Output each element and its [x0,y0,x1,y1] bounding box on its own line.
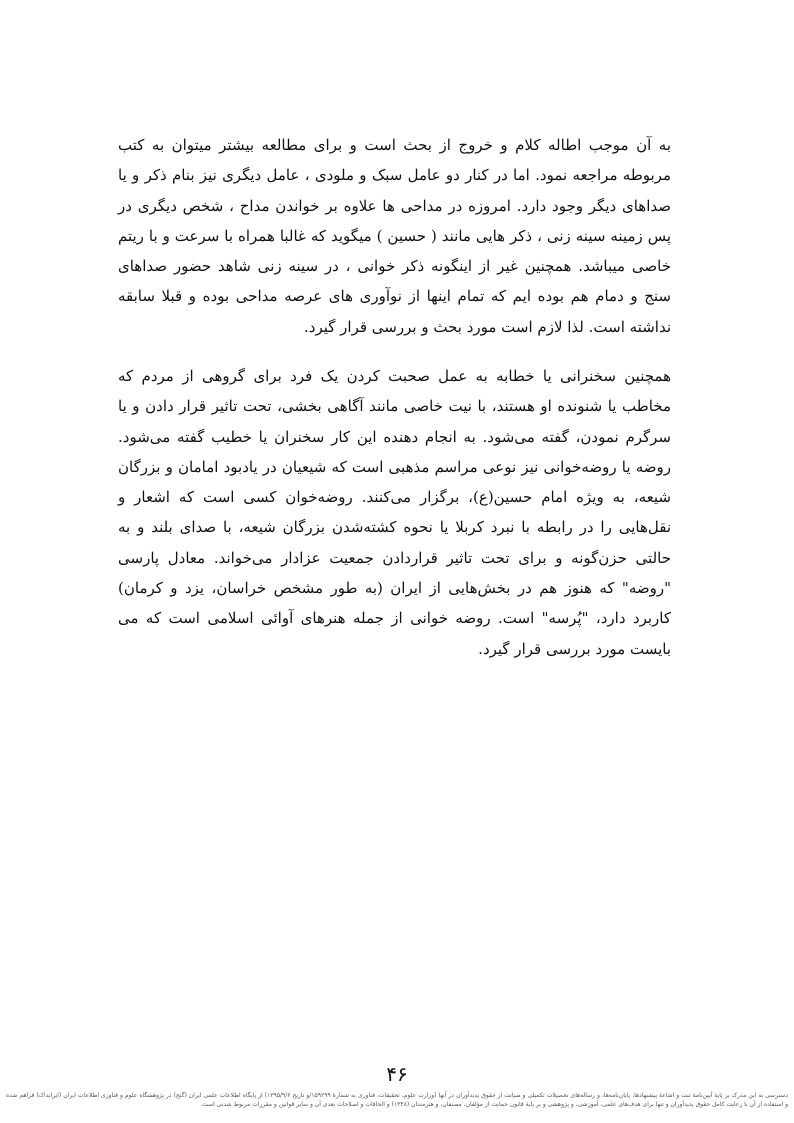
body-paragraph-1: به آن موجب اطاله کلام و خروج از بحث است و برای مطالعه بیشتر میتوان به کتب مربوطه مراجعه نمود. اما در کنار دو عامل سبک و ملودی ، عامل دیگری نیز بنام ذکر و یا صداهای دیگر وجود دارد. امروزه در مداحی ها علاوه بر خواندن مداح ، شخص دیگری در پس زمینه سینه زنی ، ذکر هایی مانند ( حسین ) میگوید که غالبا همراه با سرعت و با ریتم خاصی میباشد. همچنین غیر از اینگونه ذکر خوانی ، در سینه زنی شاهد حضور صداهای سنج و دمام هم بوده ایم که تمام اینها از نوآوری های عرصه مداحی بوده و قبلا سابقه نداشته است. لذا لازم است مورد بحث و بررسی قرار گیرد. [118,136,671,336]
footer-copyright-note: دسترسی به این مدرک بر پایهٔ آیین‌نامهٔ ثبت و اشاعهٔ پیشنهادها، پایان‌نامه‌ها، و رساله‌های تحصیلات تکمیلی و صیانت از حقوق پدیدآوران در آنها (وزارت علوم، تحقیقات، فناوری به شمارهٔ ۱۵۹۲۹۹/و تاریخ ۱۳۹۵/۹/۶) از پایگاه اطلاعات علمی ایران (گنج) در پژوهشگاه علوم و فناوری اطلاعات ایران (ایرانداک) فراهم شده و استفاده از آن با رعایت کامل حقوق پدیدآوران و تنها برای هدف‌های علمی، آموزشی، و پژوهشی و بر پایهٔ قانون حمایت از مؤلفان، مصنفان، و هنرمندان (۱۳۴۸) و الحاقات و اصلاحات بعدی آن و سایر قوانین و مقررات مربوط شدنی است. [6,1092,788,1108]
body-paragraph-2: همچنین سخنرانی یا خطابه به عمل صحبت کردن یک فرد برای گروهی از مردم که مخاطب یا شنونده او هستند، با نیت خاصی مانند آگاهی بخشی، تحت تاثیر قرار دادن و یا سرگرم نمودن، گفته می‌شود. به انجام دهنده این کار سخنران یا خطیب گفته می‌شود. روضه یا روضه‌خوانی نیز نوعی مراسم مذهبی است که شیعیان در یادبود امامان و بزرگان شیعه، به ویژه امام حسین(ع)، برگزار می‌کنند. روضه‌خوان کسی است که اشعار و نقل‌هایی را در رابطه با نبرد کربلا یا نحوه کشته‌شدن بزرگان شیعه، با صدای بلند و به حالتی حزن‌گونه و برای تحت تاثیر قراردادن جمعیت عزادار می‌خواند. معادل پارسی "روضه" که هنوز هم در بخش‌هایی از ایران (به طور مشخص خراسان، یزد و کرمان) کاربرد دارد، "پُرسه" است. روضه خوانی از جمله هنرهای آوائی اسلامی است که می بایست مورد بررسی قرار گیرد. [118,367,672,658]
page-number: ۴۶ [386,1062,408,1086]
